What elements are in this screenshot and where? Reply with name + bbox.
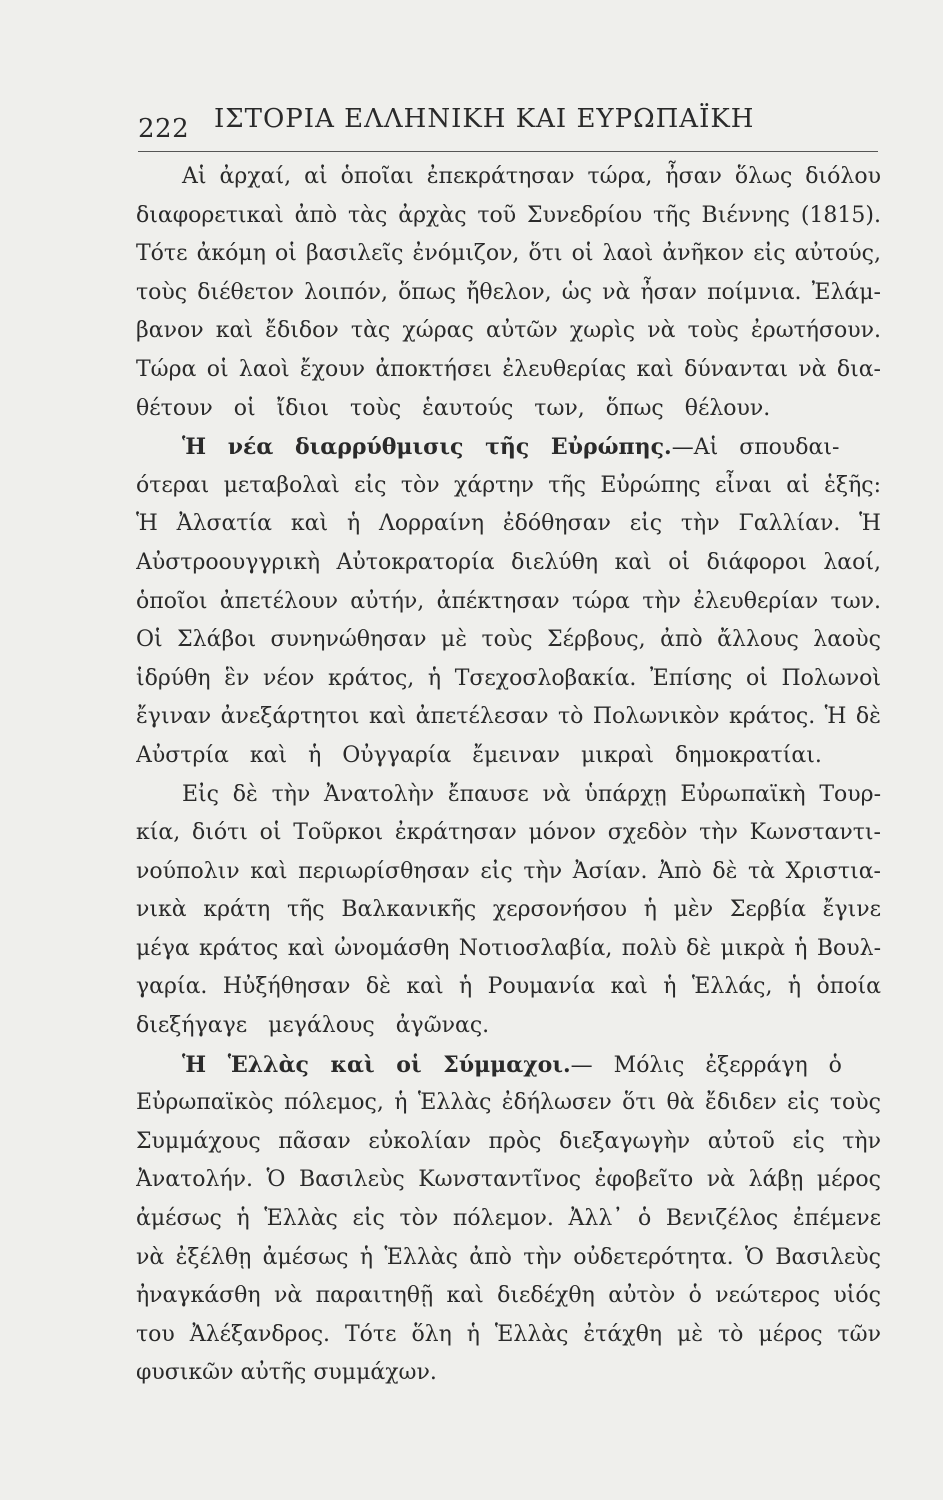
running-title: ΙΣΤΟΡΙΑ ΕΛΛΗΝΙΚΗ ΚΑΙ ΕΥΡΩΠΑΪΚΗ [214, 104, 755, 134]
line-text: ἠναγκάσθη νὰ παραιτηθῇ καὶ διεδέχθη αὐτὸν ὁ νεώτερος υἱός [136, 1283, 881, 1309]
line-content [136, 1161, 881, 1200]
text-line [136, 776, 881, 815]
text-line [136, 312, 881, 351]
line-content [136, 968, 881, 1007]
line-content [136, 197, 881, 236]
text-line [136, 660, 881, 699]
line-text: νικὰ κράτη τῆς Βαλκανικῆς χερσονήσου ἡ μὲν Σερβία ἔγινε [136, 897, 881, 923]
page-body [136, 158, 881, 1393]
line-content [136, 583, 881, 622]
text-line [136, 1277, 881, 1316]
line-text: διεξήγαγε μεγάλους ἀγῶνας. [136, 1013, 490, 1039]
line-content [136, 235, 881, 274]
text-line [136, 544, 881, 583]
text-line [136, 1123, 881, 1162]
line-text: Οἱ Σλάβοι συνηνώθησαν μὲ τοὺς Σέρβους, ἀπὸ ἄλλους λαοὺς [136, 627, 881, 653]
text-line [136, 1007, 881, 1046]
line-text: Εἰς δὲ τὴν Ἀνατολὴν ἔπαυσε νὰ ὑπάρχῃ Εὐρωπαϊκὴ Τουρ- [182, 781, 881, 807]
line-content [136, 698, 881, 737]
text-line [136, 814, 881, 853]
section-heading: Ἡ Ἑλλὰς καὶ οἱ Σύμμαχοι. [182, 1051, 571, 1078]
line-text: Ἡ Ἀλσατία καὶ ἡ Λορραίνη ἐδόθησαν εἰς τὴν Γαλλίαν. Ἡ [136, 511, 881, 537]
line-content [136, 1239, 881, 1278]
line-content [136, 467, 881, 506]
line-text: φυσικῶν αὐτῆς συμμάχων. [136, 1360, 437, 1386]
line-content [136, 737, 822, 776]
text-line [136, 1200, 881, 1239]
text-line [136, 235, 881, 274]
line-text: Αὐστρία καὶ ἡ Οὐγγαρία ἔμειναν μικραὶ δημοκρατίαι. [136, 742, 822, 768]
text-line [136, 1161, 881, 1200]
text-line [136, 1354, 881, 1393]
text-line [136, 1316, 881, 1355]
text-line [136, 621, 881, 660]
line-text: βανον καὶ ἔδιδον τὰς χώρας αὐτῶν χωρὶς νὰ τοὺς ἐρωτήσουν. [136, 318, 881, 344]
line-content [136, 274, 881, 313]
line-text: Τότε ἀκόμη οἱ βασιλεῖς ἐνόμιζον, ὅτι οἱ λαοὶ ἀνῆκον εἰς αὐτούς, [136, 241, 881, 267]
text-line [136, 891, 881, 930]
text-line [136, 968, 881, 1007]
page-number: 222 [138, 114, 190, 144]
line-text: ἱδρύθη ἓν νέον κράτος, ἡ Τσεχοσλοβακία. Ἐπίσης οἱ Πολωνοὶ [136, 665, 881, 691]
line-text: Συμμάχους πᾶσαν εὐκολίαν πρὸς διεξαγωγὴν αὐτοῦ εἰς τὴν [136, 1128, 881, 1154]
text-line [136, 583, 881, 622]
line-content [136, 544, 881, 583]
text-line [136, 698, 881, 737]
line-content [136, 1354, 437, 1393]
line-text: νὰ ἐξέλθῃ ἀμέσως ἡ Ἑλλὰς ἀπὸ τὴν οὐδετερότητα. Ὁ Βασιλεὺς [136, 1244, 881, 1270]
line-text: Ἀνατολήν. Ὁ Βασιλεὺς Κωνσταντῖνος ἐφοβεῖτο νὰ λάβῃ μέρος [136, 1167, 881, 1193]
line-content [136, 1200, 881, 1239]
line-content [136, 312, 881, 351]
line-content [136, 1084, 881, 1123]
line-content [136, 390, 770, 429]
text-line [136, 1239, 881, 1278]
section-heading-line [136, 1046, 881, 1085]
line-content [136, 1007, 489, 1046]
line-content [136, 660, 881, 699]
line-content [136, 930, 881, 969]
line-text: μέγα κράτος καὶ ὠνομάσθη Νοτιοσλαβία, πολὺ δὲ μικρὰ ἡ Βουλ- [136, 935, 881, 961]
text-line [136, 351, 881, 390]
text-line [136, 930, 881, 969]
line-text: θέτουν οἱ ἴδιοι τοὺς ἑαυτούς των, ὅπως θέλουν. [136, 395, 771, 421]
line-content [136, 1277, 881, 1316]
line-text: ότεραι μεταβολαὶ εἰς τὸν χάρτην τῆς Εὐρώπης εἶναι αἱ ἑξῆς: [136, 472, 881, 498]
line-content [136, 1123, 881, 1162]
line-text: Αὐστροουγγρικὴ Αὐτοκρατορία διελύθη καὶ οἱ διάφοροι λαοί, [136, 549, 881, 575]
line-text: ἀμέσως ἡ Ἑλλὰς εἰς τὸν πόλεμον. Ἀλλ᾿ ὁ Βενιζέλος ἐπέμενε [136, 1206, 881, 1232]
line-text: Τώρα οἱ λαοὶ ἔχουν ἀποκτήσει ἐλευθερίας καὶ δύνανται νὰ δια- [136, 356, 881, 382]
page-header [138, 100, 878, 144]
line-text: Αἱ ἀρχαί, αἱ ὁποῖαι ἐπεκράτησαν τώρα, ἦσαν ὅλως διόλου [182, 164, 881, 189]
line-content [136, 1316, 881, 1355]
text-line [136, 467, 881, 506]
text-line [136, 158, 881, 197]
line-text: τοὺς διέθετον λοιπόν, ὅπως ἤθελον, ὡς νὰ ἦσαν ποίμνια. Ἐλάμ- [136, 279, 881, 305]
line-text: του Ἀλέξανδρος. Τότε ὅλη ἡ Ἑλλὰς ἐτάχθη μὲ τὸ μέρος τῶν [136, 1321, 881, 1347]
text-line [136, 505, 881, 544]
line-text: κία, διότι οἱ Τοῦρκοι ἐκράτησαν μόνον σχεδὸν τὴν Κωνσταντι- [136, 820, 881, 846]
header-rule [138, 151, 878, 152]
line-text: —Αἱ σπουδαι- [671, 435, 840, 461]
text-line [136, 197, 881, 236]
line-text: ἔγιναν ἀνεξάρτητοι καὶ ἀπετέλεσαν τὸ Πολωνικὸν κράτος. Ἡ δὲ [136, 704, 881, 730]
line-text: γαρία. Ηὐξήθησαν δὲ καὶ ἡ Ρουμανία καὶ ἡ Ἑλλάς, ἡ ὁποία [136, 974, 881, 1000]
line-text: Εὐρωπαϊκὸς πόλεμος, ἡ Ἑλλὰς ἐδήλωσεν ὅτι θὰ ἔδιδεν εἰς τοὺς [136, 1090, 881, 1116]
line-content [136, 621, 881, 660]
text-line [136, 853, 881, 892]
line-content [136, 853, 881, 892]
line-content [182, 158, 881, 197]
text-line [136, 1084, 881, 1123]
line-content [182, 428, 839, 467]
line-content [136, 891, 881, 930]
line-content [136, 814, 881, 853]
line-content [182, 776, 881, 815]
line-text: διαφορετικαὶ ἀπὸ τὰς ἀρχὰς τοῦ Συνεδρίου τῆς Βιέννης (1815). [136, 202, 881, 228]
line-content [136, 351, 881, 390]
line-text: νούπολιν καὶ περιωρίσθησαν εἰς τὴν Ἀσίαν. Ἀπὸ δὲ τὰ Χριστια- [136, 858, 881, 884]
section-heading: Ἡ νέα διαρρύθμισις τῆς Εὐρώπης. [182, 434, 672, 461]
line-content [182, 1046, 842, 1085]
text-line [136, 274, 881, 313]
line-text: ὁποῖοι ἀπετέλουν αὐτήν, ἀπέκτησαν τώρα τὴν ἐλευθερίαν των. [136, 588, 881, 614]
text-line [136, 737, 881, 776]
line-text: — Μόλις ἐξερράγη ὁ [570, 1052, 842, 1078]
section-heading-line [136, 428, 881, 467]
line-content [136, 505, 881, 544]
text-line [136, 390, 881, 429]
